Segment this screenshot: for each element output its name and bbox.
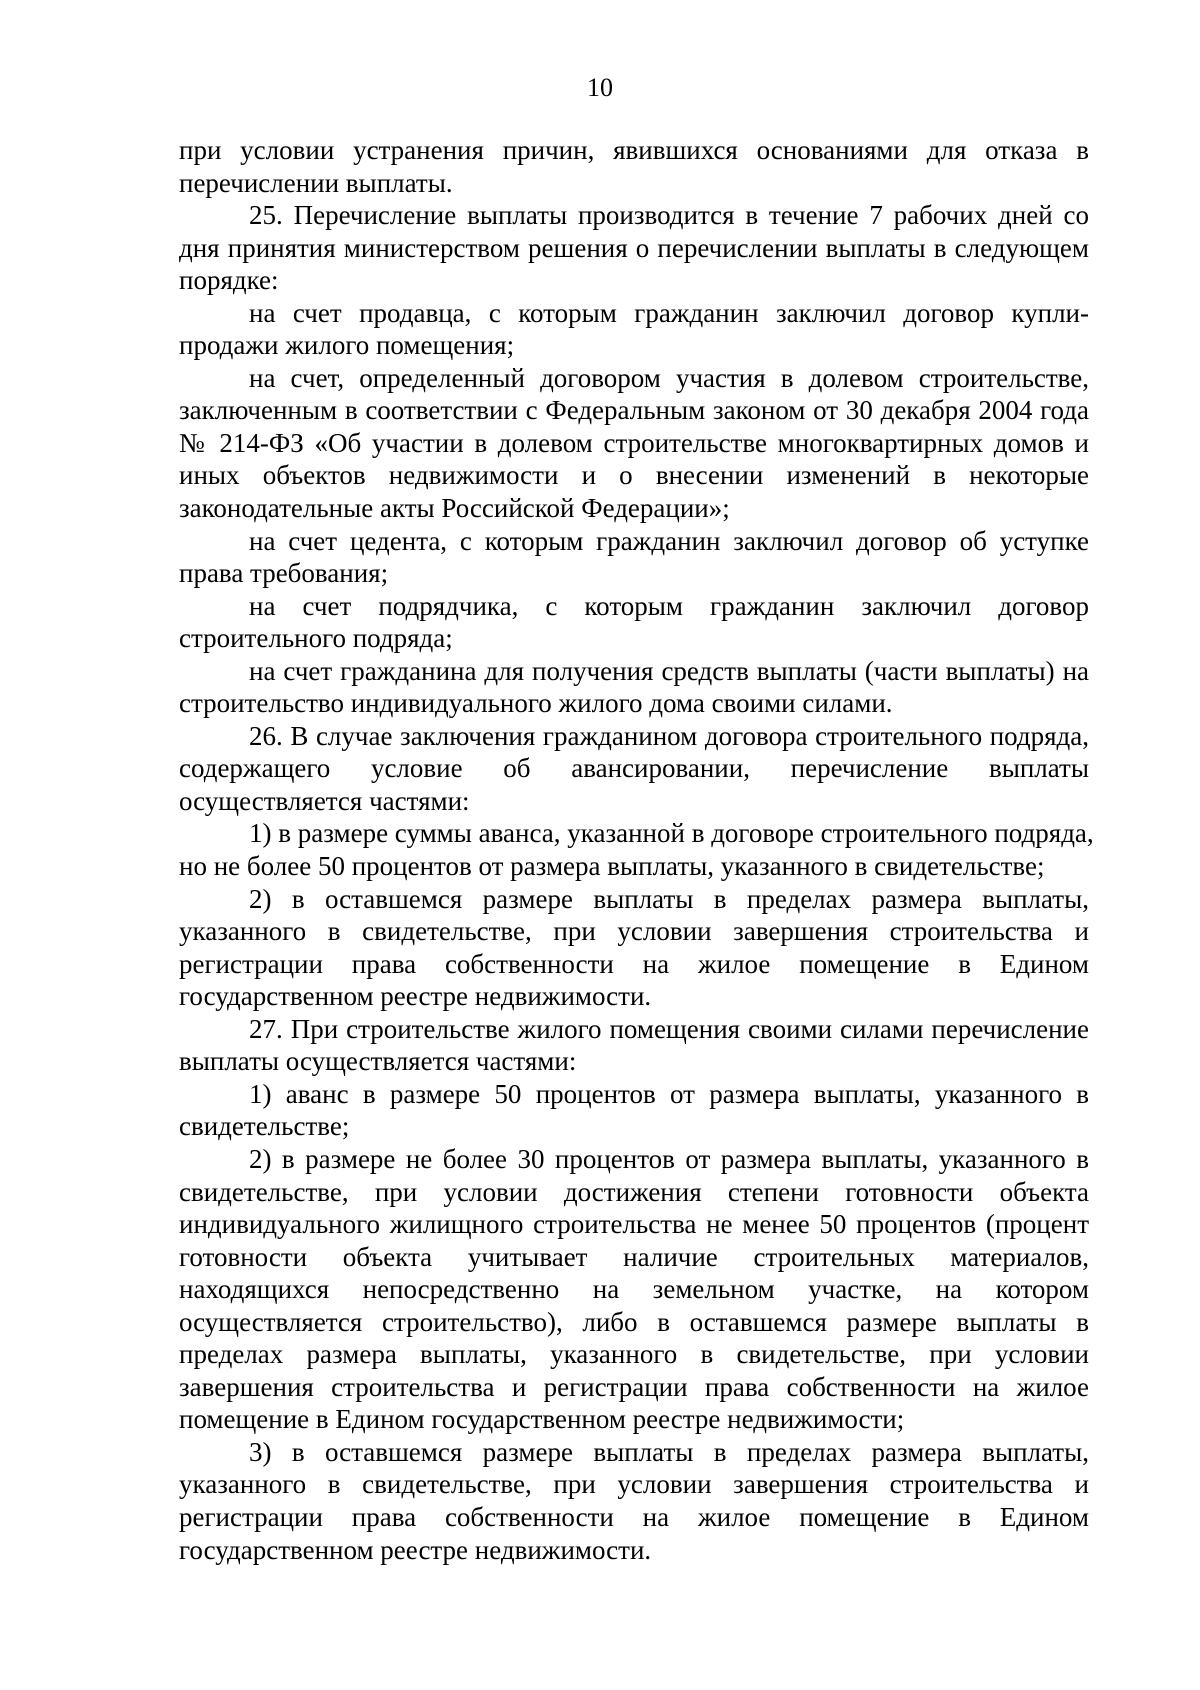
text-line: находящихся непосредственно на земельном участке, на котором — [179, 1274, 1089, 1305]
text-line: 1) в размере суммы аванса, указанной в договоре строительного подряда, — [249, 818, 1094, 849]
text-line: готовности объекта учитывает наличие строительных материалов, — [179, 1241, 1089, 1272]
paragraph — [179, 817, 1094, 882]
text-line: строительство индивидуального жилого дома своими силами. — [179, 688, 893, 719]
text-line: регистрации права собственности на жилое помещение в Едином — [179, 948, 1089, 979]
paragraph — [179, 590, 1089, 655]
text-line: при условии устранения причин, явившихся основаниями для отказа в — [179, 135, 1089, 165]
text-line: перечислении выплаты. — [179, 167, 453, 198]
text-line: дня принятия министерством решения о перечислении выплаты в следующем — [179, 232, 1089, 263]
text-line: осуществляется строительство), либо в оставшемся размере выплаты в — [179, 1306, 1089, 1337]
text-line: содержащего условие об авансировании, перечисление выплаты — [179, 753, 1089, 784]
text-line: продажи жилого помещения; — [179, 330, 515, 361]
paragraph — [179, 655, 1089, 720]
text-line: помещение в Едином государственном реестре недвижимости; — [179, 1404, 905, 1435]
text-line: 26. В случае заключения гражданином договора строительного подряда, — [249, 720, 1089, 751]
text-line: порядке: — [179, 265, 279, 296]
text-line: иных объектов недвижимости и о внесении изменений в некоторые — [179, 460, 1089, 491]
text-line: на счет продавца, с которым гражданин заключил договор купли- — [249, 297, 1089, 328]
text-line: законодательные акты Российской Федерации»; — [179, 493, 730, 524]
text-line: на счет, определенный договором участия в долевом строительстве, — [249, 362, 1089, 393]
text-line: 2) в оставшемся размере выплаты в пределах размера выплаты, — [249, 883, 1089, 914]
text-line: заключенным в соответствии с Федеральным законом от 30 декабря 2004 года — [179, 395, 1089, 426]
paragraph — [179, 1436, 1089, 1566]
text-line: пределах размера выплаты, указанного в свидетельстве, при условии — [179, 1339, 1089, 1370]
text-line: 25. Перечисление выплаты производится в течение 7 рабочих дней со — [249, 200, 1089, 231]
text-line: строительного подряда; — [179, 623, 453, 654]
text-line: регистрации права собственности на жилое помещение в Едином — [179, 1501, 1089, 1532]
text-line: 27. При строительстве жилого помещения своими силами перечисление — [249, 1013, 1089, 1044]
text-line: на счет подрядчика, с которым гражданин заключил договор — [249, 590, 1089, 621]
text-line: права требования; — [179, 558, 389, 589]
paragraph — [179, 134, 1089, 199]
paragraph — [179, 297, 1089, 362]
paragraph — [179, 883, 1089, 1013]
paragraph — [179, 199, 1089, 297]
text-line: указанного в свидетельстве, при условии завершения строительства и — [179, 1469, 1089, 1500]
text-line: свидетельстве; — [179, 1111, 350, 1142]
paragraph — [179, 1143, 1089, 1436]
text-line: свидетельстве, при условии достижения степени готовности объекта — [179, 1176, 1089, 1207]
text-line: на счет цедента, с которым гражданин заключил договор об уступке — [249, 525, 1089, 556]
paragraph — [179, 362, 1089, 525]
text-line: завершения строительства и регистрации права собственности на жилое — [179, 1371, 1089, 1402]
document-body — [179, 134, 1094, 1566]
text-line: № 214-ФЗ «Об участии в долевом строительстве многоквартирных домов и — [179, 427, 1089, 458]
paragraph — [179, 720, 1089, 818]
paragraph — [179, 1013, 1089, 1078]
text-line: 2) в размере не более 30 процентов от размера выплаты, указанного в — [249, 1143, 1089, 1174]
page-number: 10 — [587, 73, 613, 102]
text-line: государственном реестре недвижимости. — [179, 981, 652, 1012]
text-line: 1) аванс в размере 50 процентов от размера выплаты, указанного в — [249, 1078, 1089, 1109]
text-line: на счет гражданина для получения средств выплаты (части выплаты) на — [249, 655, 1089, 686]
paragraph — [179, 1078, 1089, 1143]
text-line: государственном реестре недвижимости. — [179, 1534, 652, 1565]
text-line: выплаты осуществляется частями: — [179, 1046, 577, 1077]
text-line: указанного в свидетельстве, при условии завершения строительства и — [179, 916, 1089, 947]
paragraph — [179, 525, 1089, 590]
text-line: 3) в оставшемся размере выплаты в пределах размера выплаты, — [249, 1436, 1089, 1467]
text-line: осуществляется частями: — [179, 785, 470, 816]
text-line: индивидуального жилищного строительства не менее 50 процентов (процент — [179, 1209, 1089, 1240]
text-line: но не более 50 процентов от размера выплаты, указанного в свидетельстве; — [179, 851, 1045, 882]
